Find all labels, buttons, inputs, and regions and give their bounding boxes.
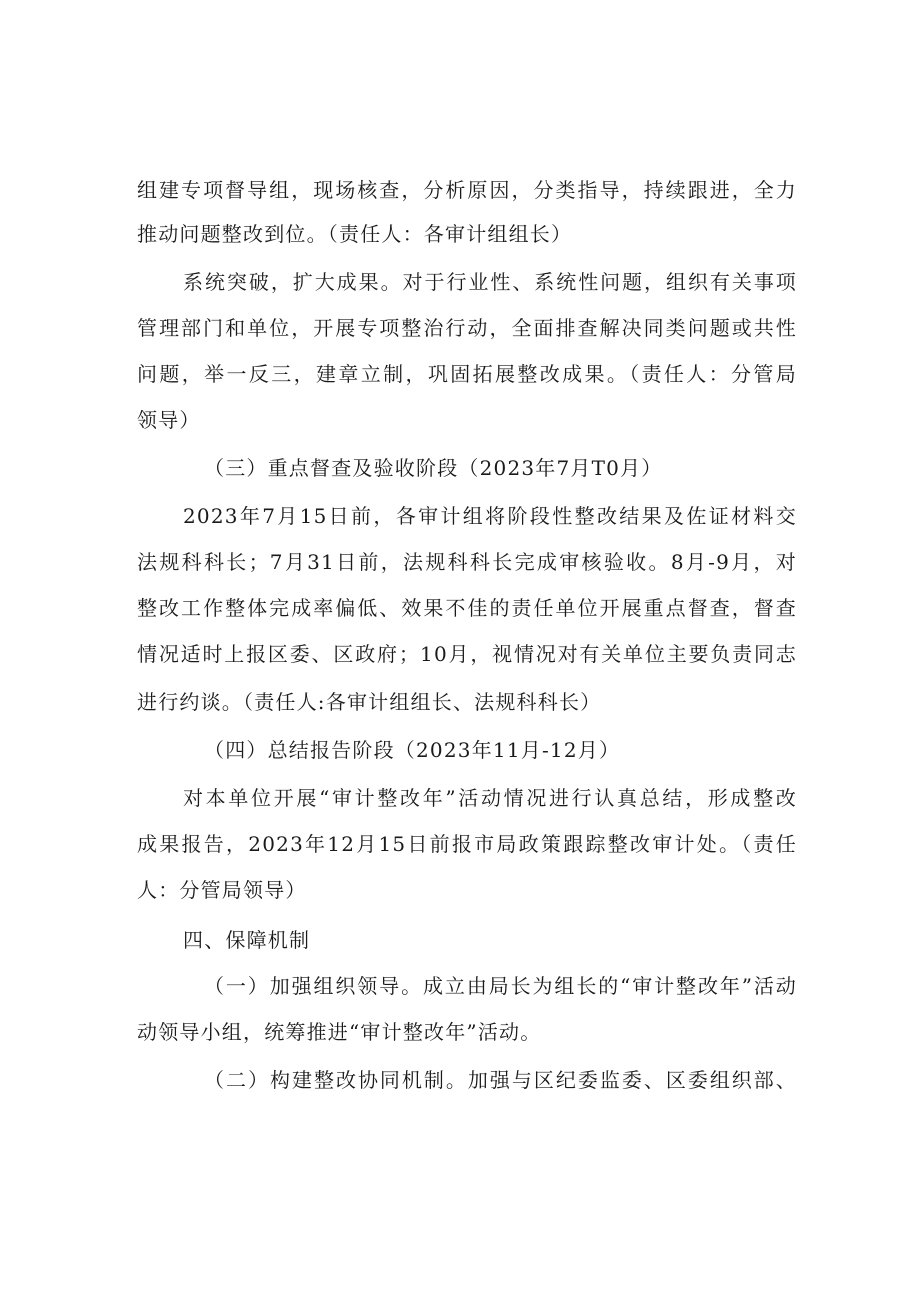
paragraph-line: （一）加强组织领导。成立由局长为组长的“审计整改年”活动 [204, 974, 797, 998]
paragraph-line: 领导） [137, 408, 201, 432]
paragraph-line: （二）构建整改协同机制。加强与区纪委监委、区委组织部、 [204, 1068, 797, 1092]
section-heading: （三）重点督查及验收阶段（2023年7月T0月） [204, 456, 663, 480]
paragraph-line: 系统突破，扩大成果。对于行业性、系统性问题，组织有关事项 [183, 270, 797, 294]
paragraph-line: 对本单位开展“审计整改年”活动情况进行认真总结，形成整改 [183, 786, 797, 810]
paragraph-line: 人：分管局领导） [137, 878, 307, 902]
paragraph-line: 2023年7月15日前，各审计组将阶段性整改结果及佐证材料交 [183, 504, 797, 528]
paragraph-line: 进行约谈。（责任人:各审计组组长、法规科科长） [137, 690, 602, 714]
paragraph-line: 动领导小组，统筹推进“审计整改年”活动。 [137, 1020, 542, 1044]
paragraph-line: 法规科科长；7月31日前，法规科科长完成审核验收。8月-9月，对 [137, 550, 797, 574]
paragraph-line: 推动问题整改到位。（责任人：各审计组组长） [137, 222, 573, 246]
paragraph-line: 管理部门和单位，开展专项整治行动，全面排查解决同类问题或共性 [137, 316, 797, 340]
paragraph-line: 问题，举一反三，建章立制，巩固拓展整改成果。（责任人：分管局 [137, 362, 797, 386]
paragraph-line: 整改工作整体完成率偏低、效果不佳的责任单位开展重点督查，督查 [137, 596, 797, 620]
section-heading: 四、保障机制 [183, 928, 311, 952]
paragraph-line: 组建专项督导组，现场核查，分析原因，分类指导，持续跟进，全力 [137, 178, 797, 202]
paragraph-line: 情况适时上报区委、区政府；10月，视情况对有关单位主要负责同志 [137, 642, 797, 666]
section-heading: （四）总结报告阶段（2023年11月-12月） [204, 738, 621, 762]
paragraph-line: 成果报告，2023年12月15日前报市局政策跟踪整改审计处。（责任 [137, 832, 797, 856]
